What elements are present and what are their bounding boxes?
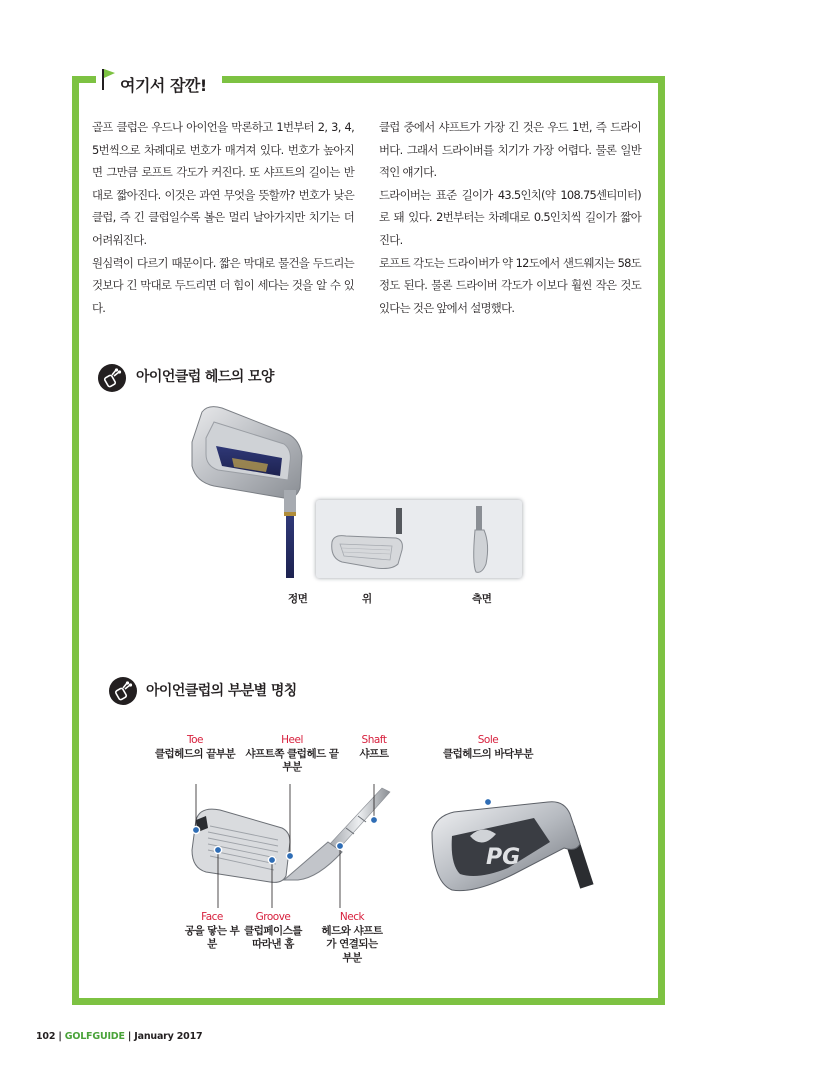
paragraph: 로프트 각도는 드라이버가 약 12도에서 샌드웨지는 58도 정도 된다. 물론 드라이버 각도가 이보다 훨씬 작은 것도 있다는 것은 앞에서 설명했다. (379, 255, 641, 315)
flag-icon (100, 68, 116, 90)
part-label-neck (320, 911, 384, 965)
part-label-face (184, 911, 240, 952)
iron-side-view-image (466, 504, 496, 576)
part-en: Face (201, 911, 223, 923)
paragraph: 드라이버는 표준 길이가 43.5인치(약 108.75센티미터)로 돼 있다. 2번부터는 차례대로 0.5인치씩 길이가 짧아진다. (379, 187, 641, 247)
caption-side: 측면 (472, 593, 492, 605)
section-title-part-names: 아이언클럽의 부분별 명칭 (146, 683, 297, 699)
golf-bag-icon (109, 677, 137, 705)
part-label-sole (436, 734, 540, 761)
iron-back-view-image (424, 786, 614, 896)
paragraph: 원심력이 다르기 때문이다. 짧은 막대로 물건을 두드리는 것보다 긴 막대로 두드리면 더 힘이 세다는 것을 알 수 있다. (92, 255, 354, 315)
caption-top: 위 (362, 593, 372, 605)
issue-date: January 2017 (134, 1031, 203, 1042)
box-right-column (379, 116, 641, 319)
iron-top-view-image (326, 506, 416, 574)
paragraph: 골프 클럽은 우드나 아이언을 막론하고 1번부터 2, 3, 4, 5번씩으로 차례대로 번호가 매겨져 있다. 번호가 높아지면 그만큼 로프트 각도가 커진다. 또 샤프트의 길이는 반대로 짧아진다. 이것은 과연 무엇을 뜻할까? 번호가 낮은 클럽, 즉 긴 클럽일수록 볼은 멀리 날아가지만 치기는 더 어려워진다. (92, 120, 354, 247)
part-label-heel (244, 734, 340, 775)
part-en: Toe (186, 734, 203, 746)
magazine-name: GOLFGUIDE (64, 1031, 125, 1042)
paragraph: 클럽 중에서 샤프트가 가장 긴 것은 우드 1번, 즉 드라이버다. 그래서 드라이버를 치기가 가장 어렵다. 물론 일반적인 얘기다. (379, 120, 641, 180)
frame-left-border (72, 76, 79, 1005)
part-en: Shaft (361, 734, 387, 746)
part-ko: 클럽헤드의 바닥부분 (443, 747, 533, 760)
frame-top-border-left (72, 76, 96, 83)
box-left-column (92, 116, 354, 319)
part-en: Sole (477, 734, 499, 746)
part-en: Neck (339, 911, 365, 923)
part-label-shaft (350, 734, 398, 761)
section-title-head-shape: 아이언클럽 헤드의 모양 (136, 369, 274, 385)
frame-top-border-right (222, 76, 665, 83)
part-ko: 샤프트쪽 클럽헤드 끝부분 (245, 747, 339, 773)
iron-parts-diagram (186, 780, 392, 910)
page-footer: 102 | GOLFGUIDE | January 2017 (36, 1031, 203, 1042)
part-ko: 공을 닿는 부분 (184, 924, 240, 950)
page-number: 102 (36, 1031, 56, 1042)
box-title: 여기서 잠깐! (120, 76, 207, 95)
club-logo-text: PG (486, 845, 521, 870)
iron-front-view-image (188, 400, 318, 580)
part-en: Groove (255, 911, 291, 923)
part-ko: 클럽헤드의 끝부분 (154, 747, 236, 760)
part-label-groove (240, 911, 306, 952)
part-ko: 샤프트 (359, 747, 389, 760)
part-ko: 클럽페이스를 따라낸 홈 (244, 924, 302, 950)
part-en: Heel (281, 734, 303, 746)
part-ko: 헤드와 샤프트가 연결되는 부분 (321, 924, 383, 964)
part-label-toe (150, 734, 240, 761)
frame-right-border (658, 76, 665, 1005)
golf-bag-icon (98, 364, 126, 392)
frame-bottom-border (72, 998, 665, 1005)
caption-front: 정면 (288, 593, 308, 605)
